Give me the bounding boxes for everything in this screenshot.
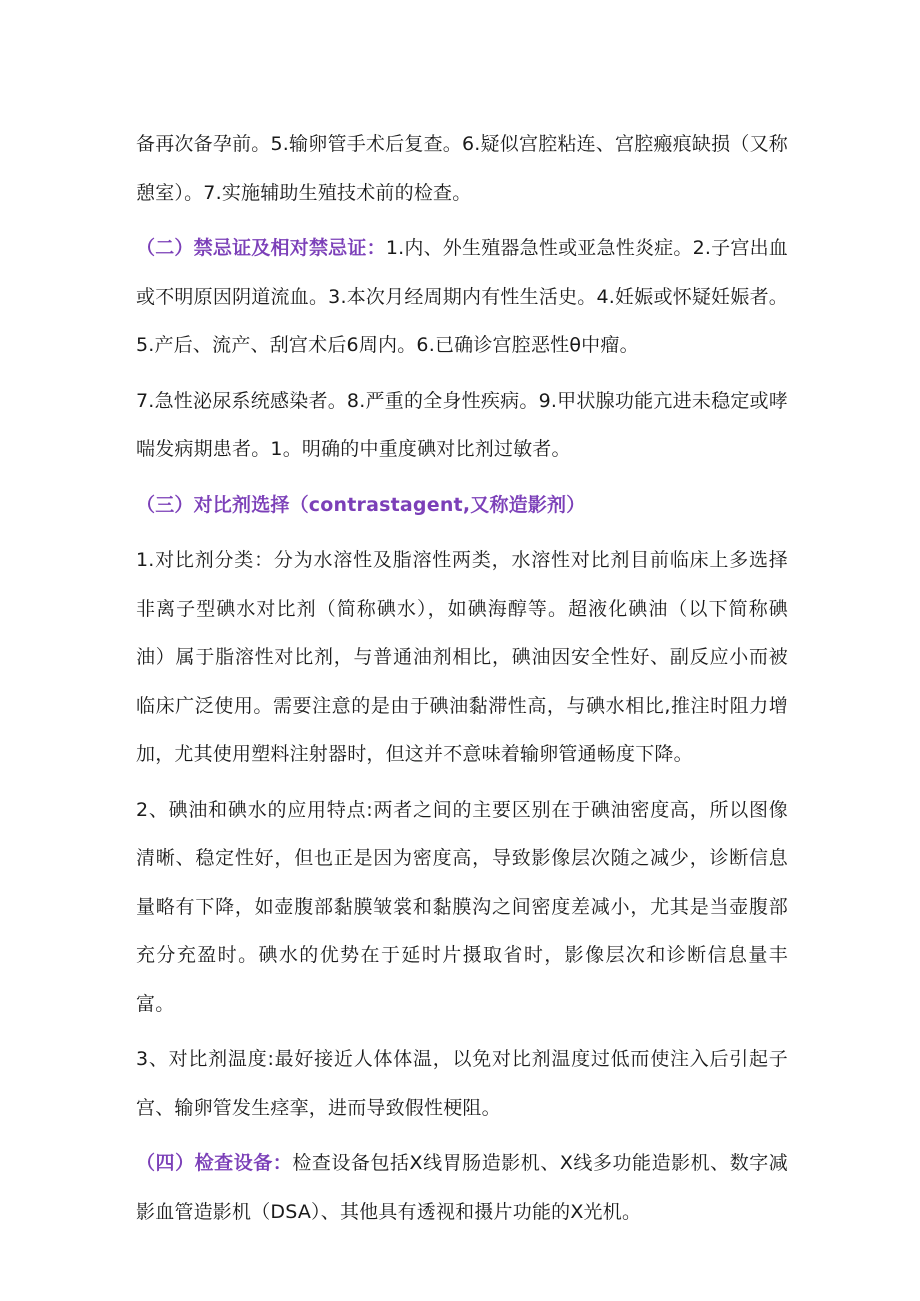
section-heading: （三）对比剂选择（contrastagent,又称造影剂） — [136, 493, 586, 516]
paragraph-text: 1.对比剂分类：分为水溶性及脂溶性两类，水溶性对比剂目前临床上多选择非离子型碘水对比剂（简称碘水），如碘海醇等。超液化碘油（以下简称碘油）属于脂溶性对比剂，与普通油剂相比，碘油因安全性好、副反应小而被临床广泛使用。需要注意的是由于碘油黏滞性高，与碘水相比,推注时阻力增加，尤其使用塑料注射器时，但这并不意味着输卵管通畅度下降。 — [136, 549, 788, 765]
paragraph-contrast-3 — [136, 1035, 788, 1132]
paragraph-contrast-2 — [136, 786, 788, 1029]
paragraph-contraindications — [136, 224, 788, 370]
paragraph-contraindications-cont — [136, 377, 788, 474]
section-heading: （二）禁忌证及相对禁忌证： — [136, 237, 386, 259]
paragraph-text: 1.内、外生殖器急性或亚急性炎症。2.子宫出血或不明原因阴道流血。3.本次月经周期内有性生活史。4.妊娠或怀疑妊娠者。5.产后、流产、刮宫术后6周内。6.已确诊宫腔恶性θ中瘤。 — [136, 237, 788, 356]
paragraph-contrast-1 — [136, 536, 788, 779]
paragraph-text: 3、对比剂温度:最好接近人体体温，以免对比剂温度过低而使注入后引起子宫、输卵管发生痉挛，进而导致假性梗阻。 — [136, 1048, 788, 1119]
paragraph-text: 备再次备孕前。5.输卵管手术后复查。6.疑似宫腔粘连、宫腔瘢痕缺损（又称憩室）。7.实施辅助生殖技术前的检查。 — [136, 133, 788, 204]
paragraph-text: 7.急性泌尿系统感染者。8.严重的全身性疾病。9.甲状腺功能亢进未稳定或哮喘发病期患者。1。明确的中重度碘对比剂过敏者。 — [136, 389, 788, 460]
paragraph-text: 2、碘油和碘水的应用特点:两者之间的主要区别在于碘油密度高，所以图像清晰、稳定性好，但也正是因为密度高，导致影像层次随之减少，诊断信息量略有下降，如壶腹部黏膜皱裳和黏膜沟之间密度差减小，尤其是当壶腹部充分充盈时。碘水的优势在于延时片摄取省时，影像层次和诊断信息量丰富。 — [136, 798, 788, 1015]
paragraph-text: 检查设备包括X线胃肠造影机、X线多功能造影机、数字减影血管造影机（DSA）、其他具有透视和摄片功能的X光机。 — [136, 1152, 788, 1223]
paragraph-contrast-heading — [136, 481, 788, 530]
section-heading: （四）检查设备： — [136, 1152, 293, 1174]
paragraph-equipment — [136, 1139, 788, 1236]
document-page — [136, 120, 788, 1243]
paragraph-indications-cont — [136, 120, 788, 217]
